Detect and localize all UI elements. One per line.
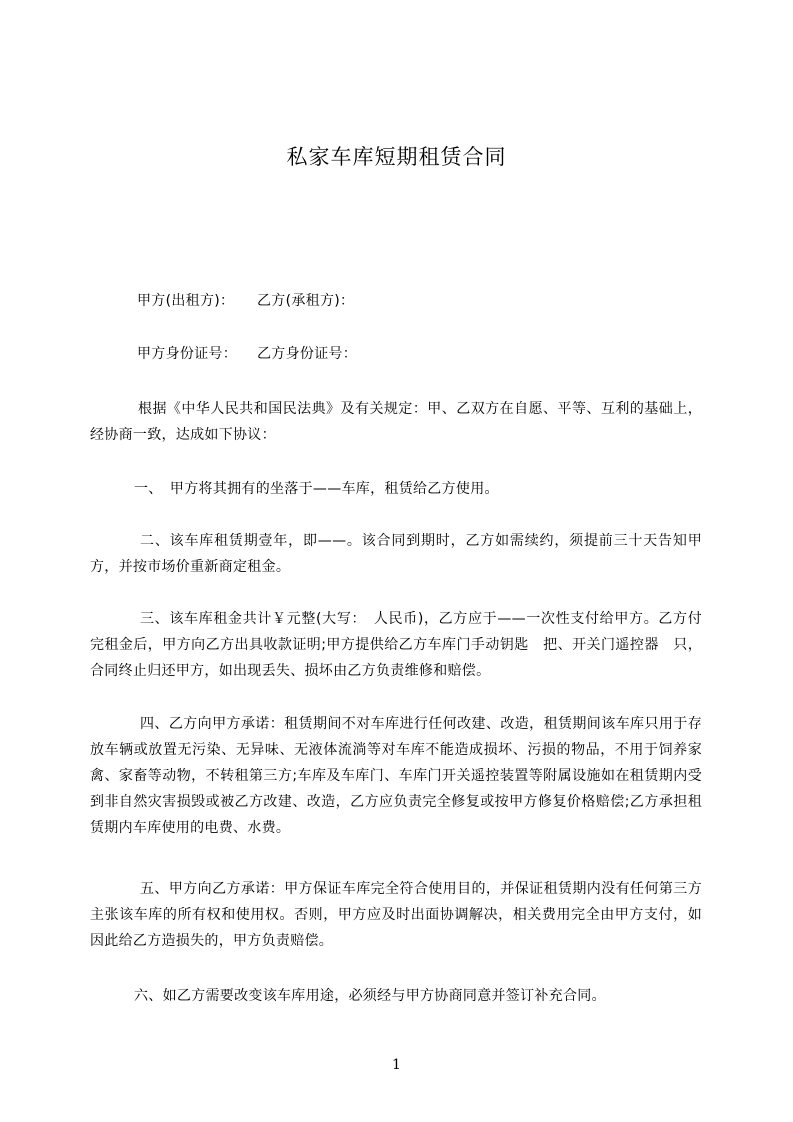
clause-4 (90, 711, 702, 841)
contract-title: 私家车库短期租赁合同 (286, 145, 507, 169)
clause-4-text: 四、乙方向甲方承诺：租赁期间不对车库进行任何改建、改造，租赁期间该车库只用于存放车辆或放置无污染、无异味、无液体流淌等对车库不能造成损坏、污损的物品，不用于饲养家禽、家畜等动物，不转租第三方;车库及车库门、车库门开关遥控装置等附属设施如在租赁期内受到非自然灾害损毁或被乙方改建、改造，乙方应负责完全修复或按甲方修复价格赔偿;乙方承担租赁期内车库使用的电费、水费。 (90, 716, 702, 836)
lessor-label: 甲方(出租方)： (137, 293, 235, 309)
clause-3 (90, 606, 702, 684)
preamble-text: 根据《中华人民共和国民法典》及有关规定：甲、乙双方在自愿、平等、互利的基础上，经协商一致，达成如下协议： (90, 401, 702, 443)
clause-3-text: 三、该车库租金共计￥元整(大写： 人民币)，乙方应于——一次性支付给甲方。乙方付完租金后，甲方向乙方出具收款证明;甲方提供给乙方车库门手动钥匙 把、开关门遥控器 只，合同终止归还甲方，如出现丢失、损坏由乙方负责维修和赔偿。 (90, 611, 702, 679)
lessee-label: 乙方(承租方)： (257, 293, 355, 309)
clause-5 (90, 876, 702, 954)
clause-1 (90, 476, 702, 502)
clause-2-text: 二、该车库租赁期壹年，即——。该合同到期时，乙方如需续约，须提前三十天告知甲方，并按市场价重新商定租金。 (90, 533, 702, 575)
lessee-id-label: 乙方身份证号： (257, 346, 358, 362)
clause-1-text: 一、 甲方将其拥有的坐落于——车库，租赁给乙方使用。 (134, 481, 499, 497)
lessor-id-label: 甲方身份证号： (137, 346, 238, 362)
page-number: 1 (392, 1057, 401, 1073)
preamble (90, 396, 702, 448)
clause-5-text: 五、甲方向乙方承诺：甲方保证车库完全符合使用目的，并保证租赁期内没有任何第三方主张该车库的所有权和使用权。否则，甲方应及时出面协调解决，相关费用完全由甲方支付，如因此给乙方造损失的，甲方负责赔偿。 (90, 881, 702, 949)
clause-6-text: 六、如乙方需要改变该车库用途，必须经与甲方协商同意并签订补充合同。 (134, 988, 606, 1004)
clause-6 (90, 983, 702, 1009)
clause-2 (90, 528, 702, 580)
